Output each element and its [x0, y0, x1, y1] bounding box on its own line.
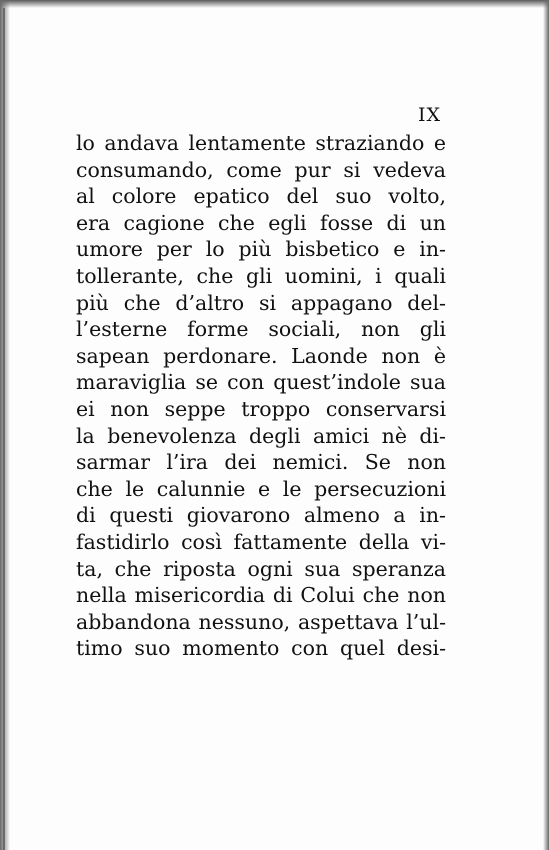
body-text — [76, 130, 446, 662]
page-top-edge-shadow — [0, 0, 549, 8]
text-line: nella misericordia di Colui che non — [76, 583, 446, 608]
text-line: ei non seppe troppo conservarsi — [76, 396, 446, 421]
text-line: timo suo momento con quel desi- — [76, 636, 446, 661]
text-line: più che d’altro si appagano del- — [76, 290, 446, 315]
text-line: abbandona nessuno, aspettava l’ul- — [76, 609, 446, 634]
text-line: ta, che riposta ogni sua speranza — [76, 556, 446, 581]
text-line: era cagione che egli fosse di un — [76, 210, 446, 235]
text-line: tollerante, che gli uomini, i quali — [76, 263, 446, 288]
page-binding-shadow — [0, 0, 10, 850]
text-line: l’esterne forme sociali, non gli — [76, 317, 446, 342]
text-line: sapean perdonare. Laonde non è — [76, 343, 446, 368]
text-line: fastidirlo così fattamente della vi- — [76, 529, 446, 554]
text-line: che le calunnie e le persecuzioni — [76, 476, 446, 501]
text-line: consumando, come pur si vedeva — [76, 157, 446, 182]
text-line: sarmar l’ira dei nemici. Se non — [76, 450, 446, 475]
text-line: lo andava lentamente straziando e — [76, 131, 446, 155]
text-line: maraviglia se con quest’indole sua — [76, 370, 446, 395]
page-right-edge-shadow — [543, 0, 549, 850]
text-line: al colore epatico del suo volto, — [76, 184, 446, 209]
page-binding-line — [3, 8, 5, 850]
text-line: umore per lo più bisbetico e in- — [76, 237, 446, 262]
text-line: la benevolenza degli amici nè di- — [76, 423, 446, 448]
page-number: IX — [418, 104, 442, 126]
text-line: di questi giovarono almeno a in- — [76, 503, 446, 528]
